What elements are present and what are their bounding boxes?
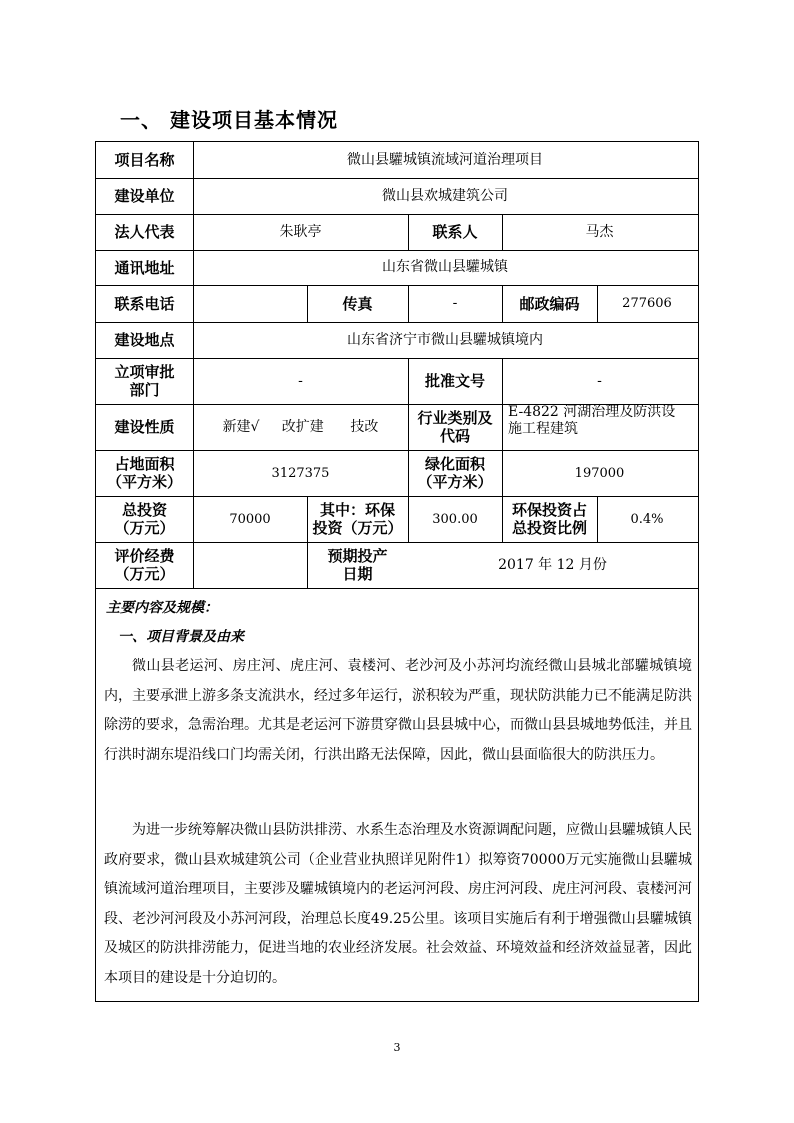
area-value: 3127375 — [271, 465, 330, 481]
eval-fee-label-line1: 评价经费 — [114, 547, 175, 565]
industry-value-line1: E-4822 河湖治理及防洪设 — [508, 404, 676, 420]
industry-label-line2: 代码 — [439, 427, 470, 445]
site-value: 山东省济宁市微山县驩城镇境内 — [347, 331, 543, 348]
env-invest-label — [307, 496, 408, 542]
green-area-label-line2: （平方米） — [417, 473, 493, 491]
production-value: 2017 年 12 月份 — [498, 556, 607, 573]
eval-fee-label — [96, 542, 193, 588]
total-invest-label-line1: 总投资 — [121, 501, 167, 519]
phone-value — [193, 285, 307, 322]
area-label-line1: 占地面积 — [114, 455, 175, 473]
phone-label: 联系电话 — [114, 294, 175, 313]
eval-fee-label-line2: （万元） — [114, 565, 175, 583]
postcode-label: 邮政编码 — [519, 294, 580, 313]
approval-no-value: - — [597, 372, 602, 389]
env-ratio-label — [502, 496, 597, 542]
content-title: 主要内容及规模： — [106, 600, 218, 616]
green-area-label-line1: 绿化面积 — [424, 455, 485, 473]
postcode-value: 277606 — [622, 296, 672, 311]
nature-label: 建设性质 — [114, 418, 175, 436]
project-name-label: 项目名称 — [114, 151, 175, 169]
site-label: 建设地点 — [114, 331, 175, 349]
production-label-line2: 日期 — [342, 565, 373, 583]
env-invest-label-line2: 投资（万元） — [312, 519, 403, 537]
area-label — [96, 450, 193, 496]
paragraph-purpose: 为进一步统筹解决微山县防洪排涝、水系生态治理及水资源调配问题，应微山县驩城镇人民政府要求，微山县欢城建筑公司（企业营业执照详见附件1）拟筹资70000万元实施微山县驩城镇流域河道治理项目，主要涉及驩城镇境内的老运河河段、房庄河河段、虎庄河河段、袁楼河河段、老沙河河段及小苏河河段，治理总长度49.25公里。该项目实施后有利于增强微山县驩城镇及城区的防洪排涝能力，促进当地的农业经济发展。社会效益、环境效益和经济效益显著，因此本项目的建设是十分迫切的。 — [104, 822, 692, 986]
contact-label: 联系人 — [432, 223, 478, 241]
paragraph-background: 微山县老运河、房庄河、虎庄河、袁楼河、老沙河及小苏河均流经微山县城北部驩城镇境内，主要承泄上游多条支流洪水，经过多年运行，淤积较为严重，现状防洪能力已不能满足防洪除涝的要求，急需治理。尤其是老运河下游贯穿微山县县城中心，而微山县县城地势低洼，并且行洪时湖东堤沿线口门均需关闭，行洪出路无法保障，因此，微山县面临很大的防洪压力。 — [104, 658, 692, 763]
green-area-label — [408, 450, 502, 496]
production-label-line1: 预期投产 — [327, 547, 388, 565]
industry-value-line2: 施工程建筑 — [508, 421, 578, 437]
env-invest-label-line1: 其中：环保 — [319, 501, 395, 519]
nature-value: 新建√ 改扩建 技改 — [222, 418, 379, 435]
fax-label: 传真 — [342, 294, 373, 313]
contact-value: 马杰 — [585, 223, 614, 240]
total-invest-value: 70000 — [229, 511, 271, 527]
green-area-value: 197000 — [574, 465, 625, 481]
approval-dept-label — [96, 358, 193, 404]
fax-value: - — [452, 295, 458, 311]
env-ratio-label-line1: 环保投资占 — [511, 501, 587, 519]
approval-dept-label-line2: 部门 — [129, 381, 160, 399]
approval-no-label: 批准文号 — [424, 372, 485, 390]
total-invest-label — [96, 496, 193, 542]
address-label: 通讯地址 — [114, 258, 175, 277]
env-ratio-label-line2: 总投资比例 — [511, 519, 587, 537]
project-info-table — [95, 141, 699, 1002]
builder-label: 建设单位 — [114, 187, 175, 205]
industry-label — [408, 404, 502, 450]
eval-fee-value — [193, 542, 307, 588]
section-heading: 一、 建设项目基本情况 — [120, 108, 338, 132]
page-number: 3 — [393, 1041, 401, 1054]
approval-dept-value: - — [298, 372, 303, 389]
env-ratio-value: 0.4% — [630, 511, 664, 527]
address-value: 山东省微山县驩城镇 — [382, 259, 508, 275]
area-label-line2: （平方米） — [106, 473, 182, 491]
project-name-value: 微山县驩城镇流域河道治理项目 — [347, 151, 543, 168]
industry-label-line1: 行业类别及 — [417, 409, 493, 427]
approval-dept-label-line1: 立项审批 — [114, 363, 175, 381]
legal-rep-label: 法人代表 — [114, 223, 175, 241]
total-invest-label-line2: （万元） — [114, 519, 175, 537]
legal-rep-value: 朱耿亭 — [279, 223, 322, 240]
content-subtitle: 一、项目背景及由来 — [118, 629, 244, 645]
industry-value — [502, 404, 697, 450]
env-invest-value: 300.00 — [432, 511, 478, 527]
builder-value: 微山县欢城建筑公司 — [382, 187, 508, 204]
production-label — [307, 542, 408, 588]
